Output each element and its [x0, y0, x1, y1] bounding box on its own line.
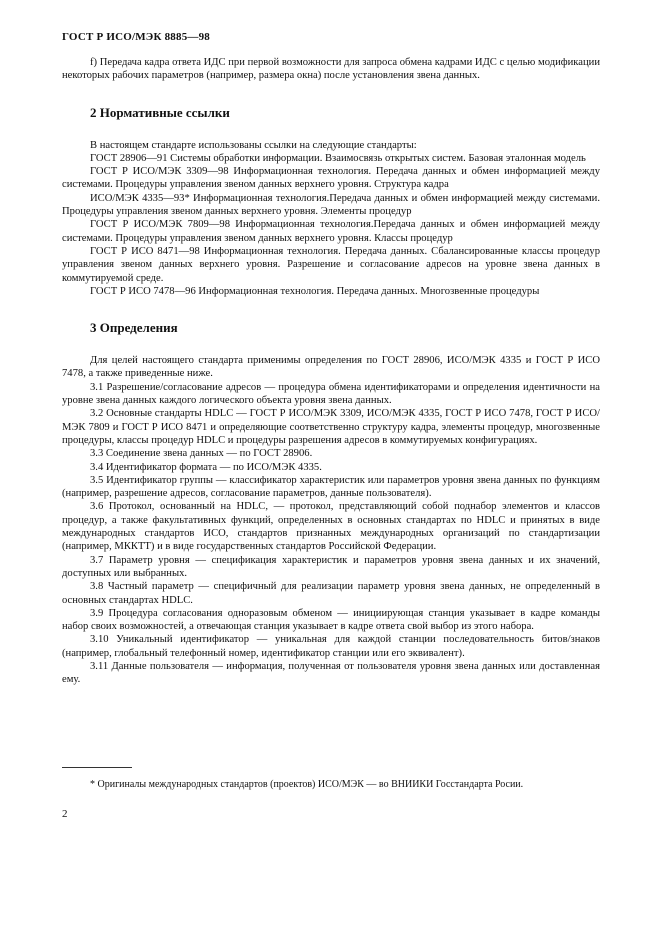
- document-header: ГОСТ Р ИСО/МЭК 8885—98: [62, 31, 210, 43]
- reference-item: ИСО/МЭК 4335—93* Информационная технология.Передача данных и обмен информацией между системами. Процедуры управления звеном данных верхнего уровня. Элементы процедур: [62, 192, 600, 218]
- definition-item: 3.5 Идентификатор группы — классификатор характеристик или параметров уровня звена данных по функциям (например, разрешение адресов, согласование параметров, данные пользователя).: [62, 474, 600, 500]
- footnote: * Оригиналы международных стандартов (проектов) ИСО/МЭК — во ВНИИКИ Госстандарта Росии.: [90, 779, 524, 790]
- reference-item: ГОСТ Р ИСО 8471—98 Информационная технология. Передача данных. Сбалансированные классы процедур управления звеном данных верхнего уровня. Разрешение и согласование адресов на уровне звена данных в коммутируемой среде.: [62, 245, 600, 284]
- definition-item: 3.6 Протокол, основанный на HDLC, — протокол, представляющий собой поднабор элементов и классов процедур, а также факультативных функций, определенных в основных стандартах по HDLC и принятых в виде международных стандартов ИСО, стандартов признанных международных организаций по стандартизации (например, МККТТ) и в виде государственных стандартов Российской Федерации.: [62, 501, 600, 553]
- section-3-title: 3 Определения: [90, 320, 178, 336]
- page-number: 2: [62, 808, 68, 820]
- definition-item: 3.11 Данные пользователя — информация, полученная от пользователя уровня звена данных или доставленная ему.: [62, 660, 600, 686]
- definition-item: 3.1 Разрешение/согласование адресов — процедура обмена идентификаторами и определения идентичности на уровне звена данных каждого логического объекта уровня звена данных.: [62, 381, 600, 407]
- section-3-lead: Для целей настоящего стандарта применимы определения по ГОСТ 28906, ИСО/МЭК 4335 и ГОСТ Р ИСО 7478, а также приведенные ниже.: [62, 355, 600, 380]
- section-2-lead: В настоящем стандарте использованы ссылки на следующие стандарты:: [90, 139, 417, 151]
- definition-item: 3.9 Процедура согласования одноразовым обменом — инициирующая станция указывает в кадре команды набор своих возможностей, а отвечающая станция указывает в кадре ответа свой выбор из этого набора.: [62, 607, 600, 633]
- reference-item: ГОСТ Р ИСО/МЭК 3309—98 Информационная технология. Передача данных и обмен информацией между системами. Процедуры управления звеном данных верхнего уровня. Структура кадра: [62, 166, 600, 191]
- page-content: [62, 56, 600, 687]
- intro-paragraph: f) Передача кадра ответа ИДС при первой возможности для запроса обмена кадрами ИДС с целью модификации некоторых рабочих параметров (например, размера окна) после установления звена данных.: [62, 57, 600, 82]
- definition-item: 3.2 Основные стандарты HDLC — ГОСТ Р ИСО/МЭК 3309, ИСО/МЭК 4335, ГОСТ Р ИСО 7478, ГОСТ Р ИСО/МЭК 7809 и ГОСТ Р ИСО 8471 и определяющие соответственно структуру кадра, элементы процедур, многозвенные процедуры, классы процедур HDLC и процедуры разрешения адресов в коммутируемых конфигурациях.: [62, 408, 600, 446]
- definition-item: 3.7 Параметр уровня — спецификация характеристик и параметров уровня звена данных и их значений, доступных или выбранных.: [62, 554, 600, 579]
- reference-item: ГОСТ 28906—91 Системы обработки информации. Взаимосвязь открытых систем. Базовая эталонная модель: [90, 152, 586, 164]
- definition-item: 3.10 Уникальный идентификатор — уникальная для каждой станции последовательность битов/знаков (например, глобальный телефонный номер, идентификатор станции или его эквивалент).: [62, 634, 600, 659]
- reference-item: ГОСТ Р ИСО 7478—96 Информационная технология. Передача данных. Многозвенные процедуры: [90, 285, 540, 297]
- definition-item: 3.8 Частный параметр — специфичный для реализации параметр уровня звена данных, не определенный в основных стандартах HDLC.: [62, 581, 600, 606]
- footnote-divider: [62, 767, 132, 768]
- section-2-title: 2 Нормативные ссылки: [90, 104, 230, 120]
- reference-item: ГОСТ Р ИСО/МЭК 7809—98 Информационная технология.Передача данных и обмен информацией между системами. Процедуры управления звеном данных верхнего уровня. Классы процедур: [62, 219, 600, 244]
- definition-item: 3.4 Идентификатор формата — по ИСО/МЭК 4335.: [90, 461, 322, 473]
- definition-item: 3.3 Соединение звена данных — по ГОСТ 28906.: [90, 448, 313, 460]
